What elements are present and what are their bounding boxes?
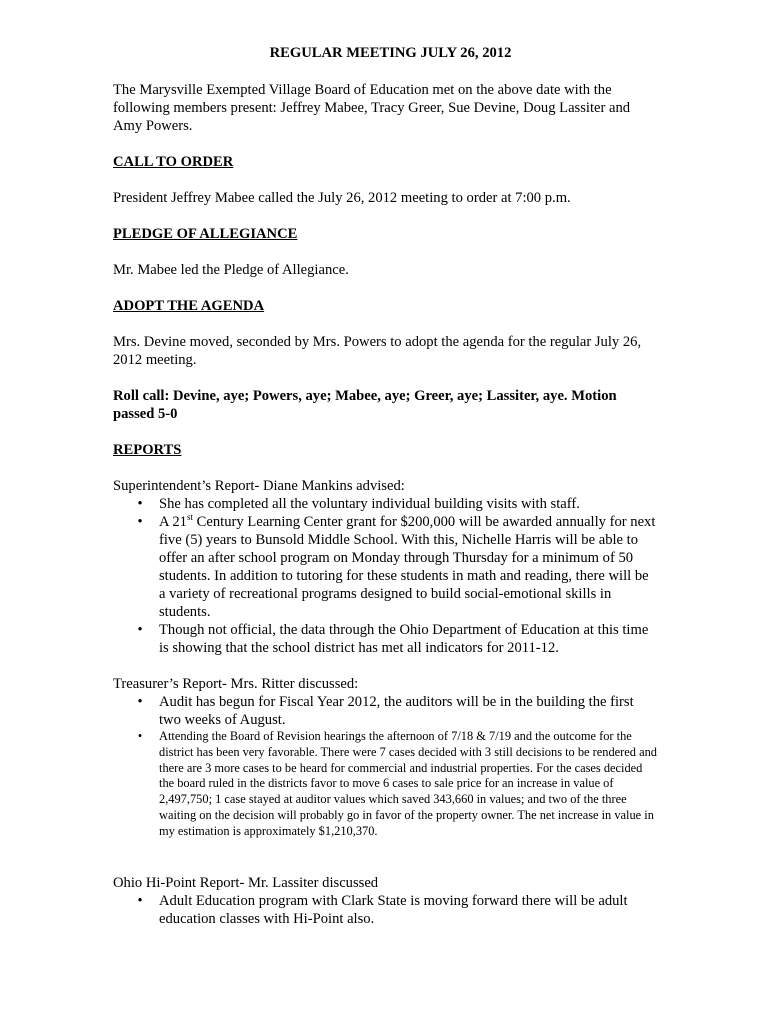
list-item <box>113 513 658 621</box>
list-item-text <box>159 514 655 620</box>
agenda-roll-call: Roll call: Devine, aye; Powers, aye; Mabee, aye; Greer, aye; Lassiter, aye. Motion passed 5-0 <box>113 388 617 422</box>
document-page <box>113 44 658 928</box>
bullet-icon: • <box>137 622 143 638</box>
reports-heading: REPORTS <box>113 442 182 458</box>
superintendent-report-intro: Superintendent’s Report- Diane Mankins advised: <box>113 478 405 494</box>
call-to-order-heading: CALL TO ORDER <box>113 154 234 170</box>
bullet-icon: • <box>137 496 143 512</box>
call-to-order-text: President Jeffrey Mabee called the July 26, 2012 meeting to order at 7:00 p.m. <box>113 190 571 206</box>
pledge-text: Mr. Mabee led the Pledge of Allegiance. <box>113 262 349 278</box>
grant-text: Century Learning Center grant for $200,000 will be awarded annually for next five (5) years to Bunsold Middle School. With this, Nichelle Harris will be able to offer an after school program on Monday through Thursday for a minimum of 50 students. In addition to tutoring for these students in math and reading, there will be a variety of recreational programs designed to build social-emotional skills in students. <box>159 514 656 620</box>
list-item-text: Audit has begun for Fiscal Year 2012, the auditors will be in the building the first two weeks of August. <box>159 694 634 728</box>
treasurer-report-list <box>113 693 658 729</box>
superintendent-report-list <box>113 495 658 657</box>
treasurer-report-intro: Treasurer’s Report- Mrs. Ritter discussed: <box>113 676 359 692</box>
hipoint-report-list <box>113 892 658 928</box>
grant-ordinal-prefix: A 21 <box>159 514 187 530</box>
list-item <box>113 729 658 840</box>
hipoint-report-intro: Ohio Hi-Point Report- Mr. Lassiter discussed <box>113 874 379 891</box>
agenda-heading: ADOPT THE AGENDA <box>113 298 265 314</box>
list-item <box>113 892 658 928</box>
treasurer-report-list-small <box>113 729 658 840</box>
list-item-text: Attending the Board of Revision hearings the afternoon of 7/18 & 7/19 and the outcome for the district has been very favorable. There were 7 cases decided with 3 still decisions to be rendered and there are 3 more cases to be heard for commercial and industrial properties. For the cases decided the board ruled in the districts favor to move 6 cases to sale price for an increase in value of 2,497,750; 1 case stayed at auditor values which saved 343,660 in values; and two of the three waiting on the decision will probably go in favor of the property owner. The net increase in value in my estimation is approximately $1,210,370. <box>159 729 657 838</box>
document-title: REGULAR MEETING JULY 26, 2012 <box>269 45 512 61</box>
list-item <box>113 495 658 513</box>
section-spacer <box>113 840 658 874</box>
list-item-text: Though not official, the data through the Ohio Department of Education at this time is showing that the school district has met all indicators for 2011-12. <box>159 622 649 656</box>
list-item <box>113 621 658 657</box>
pledge-heading: PLEDGE OF ALLEGIANCE <box>113 226 298 242</box>
bullet-icon: • <box>137 729 143 743</box>
bullet-icon: • <box>137 892 143 909</box>
intro-paragraph: The Marysville Exempted Village Board of Education met on the above date with the following members present: Jeffrey Mabee, Tracy Greer, Sue Devine, Doug Lassiter and Amy Powers. <box>113 82 631 134</box>
list-item-text: Adult Education program with Clark State is moving forward there will be adult education classes with Hi-Point also. <box>159 892 628 927</box>
bullet-icon: • <box>137 694 143 710</box>
grant-ordinal-suffix: st <box>186 512 193 523</box>
list-item-text: She has completed all the voluntary individual building visits with staff. <box>159 496 580 512</box>
agenda-text: Mrs. Devine moved, seconded by Mrs. Powers to adopt the agenda for the regular July 26, 2012 meeting. <box>113 334 642 368</box>
bullet-icon: • <box>137 514 143 530</box>
list-item <box>113 693 658 729</box>
